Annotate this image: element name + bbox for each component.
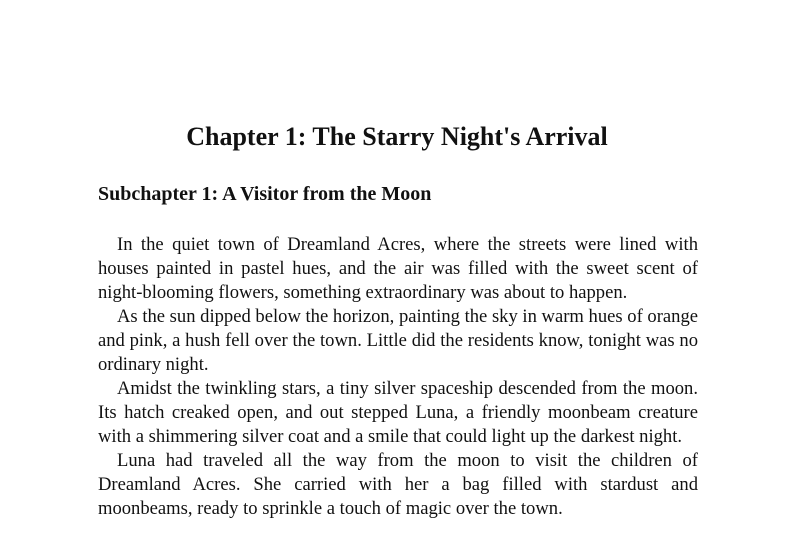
paragraph-3: Amidst the twinkling stars, a tiny silver spaceship descended from the moon. Its hatch creaked open, and out stepped Luna, a friendly moonbeam creature with a shimmering silver coat and a smile that could light up the darkest night. [98,378,698,447]
paragraph-1: In the quiet town of Dreamland Acres, where the streets were lined with houses painted in pastel hues, and the air was filled with the sweet scent of night-blooming flowers, something extraordinary was about to happen. [98,234,698,303]
paragraph-4: Luna had traveled all the way from the moon to visit the children of Dreamland Acres. She carried with her a bag filled with stardust and moonbeams, ready to sprinkle a touch of magic over the town. [98,450,698,519]
chapter-title: Chapter 1: The Starry Night's Arrival [186,122,608,151]
paragraph-2: As the sun dipped below the horizon, painting the sky in warm hues of orange and pink, a hush fell over the town. Little did the residents know, tonight was no ordinary night. [98,306,698,375]
subchapter-title: Subchapter 1: A Visitor from the Moon [98,183,432,205]
body-text [98,233,698,521]
